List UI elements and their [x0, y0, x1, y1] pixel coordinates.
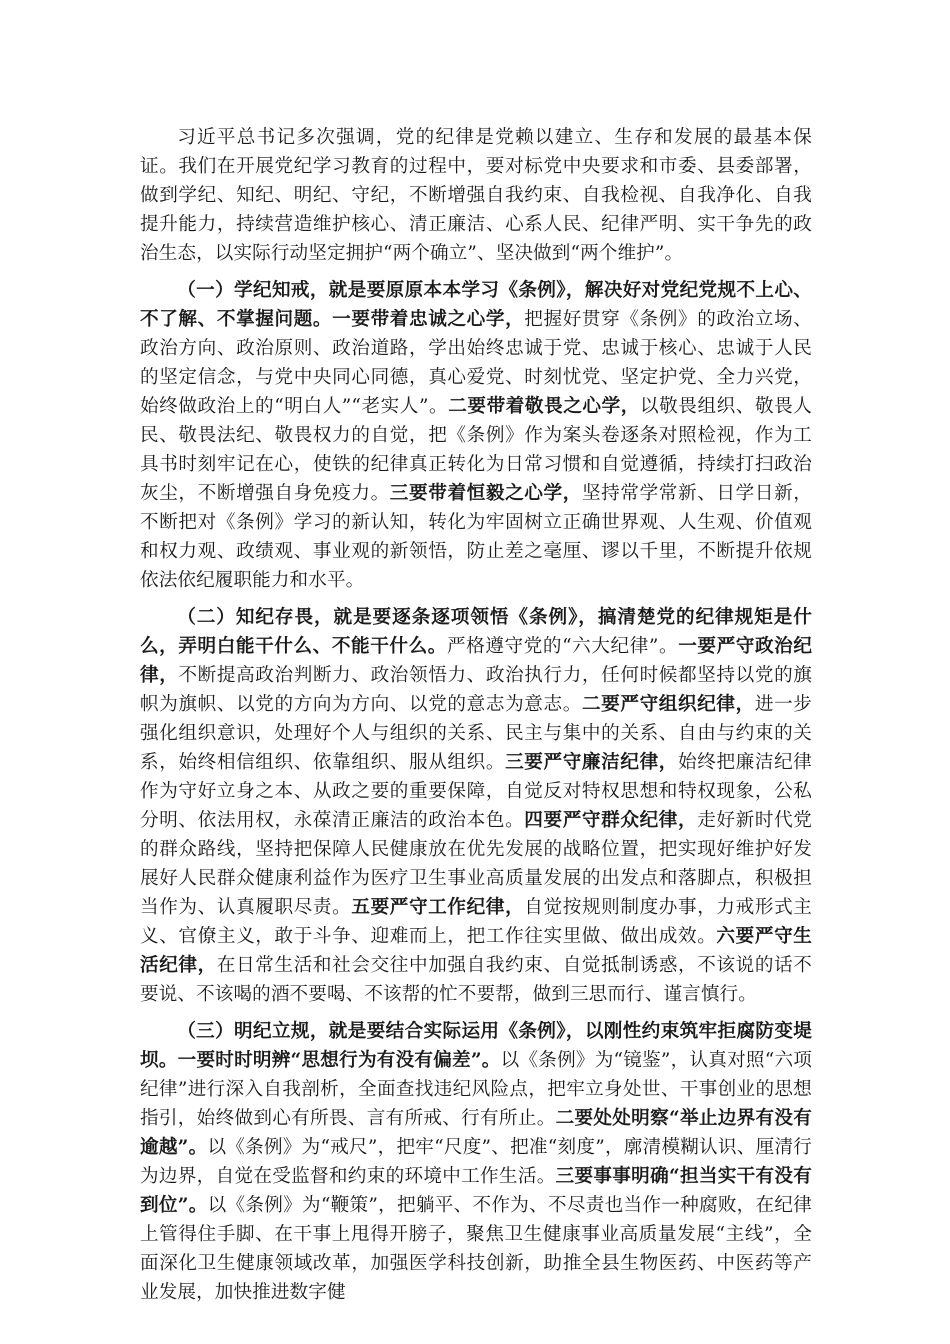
section-2-point-4: 四要严守群众纪律， [524, 810, 698, 831]
document-body [140, 123, 812, 1315]
section-2-text: 始终把廉洁纪律作为守好立身之本、从政之要的重要保障，自觉反对特权思想和特权现象，公私分明、依法用权，永葆清正廉洁的政治本色。 [140, 752, 812, 831]
section-3-point-3: 三要事事明确“担当实干有没有到位”。 [140, 1166, 812, 1216]
section-2-point-5: 五要严守工作纪律， [351, 897, 525, 918]
paragraph-section-3 [140, 1017, 812, 1307]
section-1-point-2: 二要带着敬畏之心学， [448, 396, 640, 417]
section-2-text: 自觉按规则制度办事，力戒形式主义、官僚主义，敢于斗争、迎难而上，把工作往实里做、做出成效。 [140, 897, 812, 947]
section-2-text: 不断提高政治判断力、政治领悟力、政治执行力，任何时候都坚持以党的旗帜为旗帜、以党的方向为方向、以党的意志为意志。 [140, 665, 812, 715]
section-1-point-3: 三要带着恒毅之心学， [389, 483, 582, 504]
section-1-text: 以敬畏组织、敬畏人民、敬畏法纪、敬畏权力的自觉，把《条例》作为案头卷逐条对照检视，作为工具书时刻牢记在心，使铁的纪律真正转化为日常习惯和自觉遵循，持续打扫政治灰尘，不断增强自身免疫力。 [140, 396, 812, 504]
section-1-heading: （一）学纪知戒，就是要原原本本学习《条例》，解决好对党纪党规不上心、不了解、不掌握问题。一要带着忠诚之心学， [140, 280, 812, 330]
section-2-point-2: 二要严守组织纪律， [581, 694, 755, 715]
intro-text: 习近平总书记多次强调，党的纪律是党赖以建立、生存和发展的最基本保证。我们在开展党纪学习教育的过程中，要对标党中央要求和市委、县委部署，做到学纪、知纪、明纪、守纪，不断增强自我约束、自我检视、自我净化、自我提升能力，持续营造维护核心、清正廉洁、心系人民、纪律严明、实干争先的政治生态，以实际行动坚定拥护“两个确立”、坚决做到“两个维护”。 [140, 127, 812, 264]
paragraph-section-1 [140, 276, 812, 595]
section-2-text: 走好新时代党的群众路线，坚持把保障人民健康放在优先发展的战略位置，把实现好维护好发展好人民群众健康利益作为医疗卫生事业高质量发展的出发点和落脚点，积极担当作为、认真履职尽责。 [140, 810, 812, 918]
section-3-point-2: 二要处处明察“举止边界有没有逾越”。 [140, 1108, 812, 1158]
section-2-text: 在日常生活和社会交往中加强自我约束、自觉抵制诱惑，不该说的话不要说、不该喝的酒不要喝、不该帮的忙不要帮，做到三思而行、谨言慎行。 [140, 955, 812, 1005]
section-2-point-1: 一要严守政治纪律， [140, 636, 813, 686]
section-2-text: 严格遵守党的“六大纪律”。 [446, 636, 679, 657]
section-1-text: 坚持常学常新、日学日新，不断把对《条例》学习的新认知，转化为牢固树立正确世界观、人生观、价值观和权力观、政绩观、事业观的新领悟，防止差之毫厘、谬以千里，不断提升依规依法依纪履职能力和水平。 [140, 483, 812, 591]
paragraph-section-2 [140, 603, 812, 1009]
section-2-heading: （二）知纪存畏，就是要逐条逐项领悟《条例》，搞清楚党的纪律规矩是什么，弄明白能干什么、不能干什么。 [140, 607, 812, 657]
section-3-text: 以《条例》为“镜鉴”，认真对照“六项纪律”进行深入自我剖析，全面查找违纪风险点，把牢立身处世、干事创业的思想指引，始终做到心有所畏、言有所戒、行有所止。 [140, 1050, 812, 1129]
section-2-text: 进一步强化组织意识，处理好个人与组织的关系、民主与集中的关系、自由与约束的关系，始终相信组织、依靠组织、服从组织。 [140, 694, 812, 773]
paragraph-intro [140, 123, 812, 268]
section-3-text: 以《条例》为“鞭策”，把躺平、不作为、不尽责也当作一种腐败，在纪律上管得住手脚、在干事上甩得开膀子，聚焦卫生健康事业高质量发展“主线”，全面深化卫生健康领域改革，加强医学科技创新，助推全县生物医药、中医药等产业发展，加快推进数字健 [140, 1195, 812, 1303]
section-2-point-6: 六要严守生活纪律， [140, 926, 812, 976]
section-3-text: 以《条例》为“戒尺”，把牢“尺度”、把准“刻度”，廓清模糊认识、厘清行为边界，自觉在受监督和约束的环境中工作生活。 [140, 1137, 812, 1187]
section-1-text: 把握好贯穿《条例》的政治立场、政治方向、政治原则、政治道路，学出始终忠诚于党、忠诚于核心、忠诚于人民的坚定信念，与党中央同心同德，真心爱党、时刻忧党、坚定护党、全力兴党，始终做政治上的“明白人”“老实人”。 [140, 309, 812, 417]
section-2-point-3: 三要严守廉洁纪律， [505, 752, 679, 773]
section-3-heading: （三）明纪立规，就是要结合实际运用《条例》，以刚性约束筑牢拒腐防变堤坝。一要时时明辨“思想行为有没有偏差”。 [140, 1021, 812, 1071]
